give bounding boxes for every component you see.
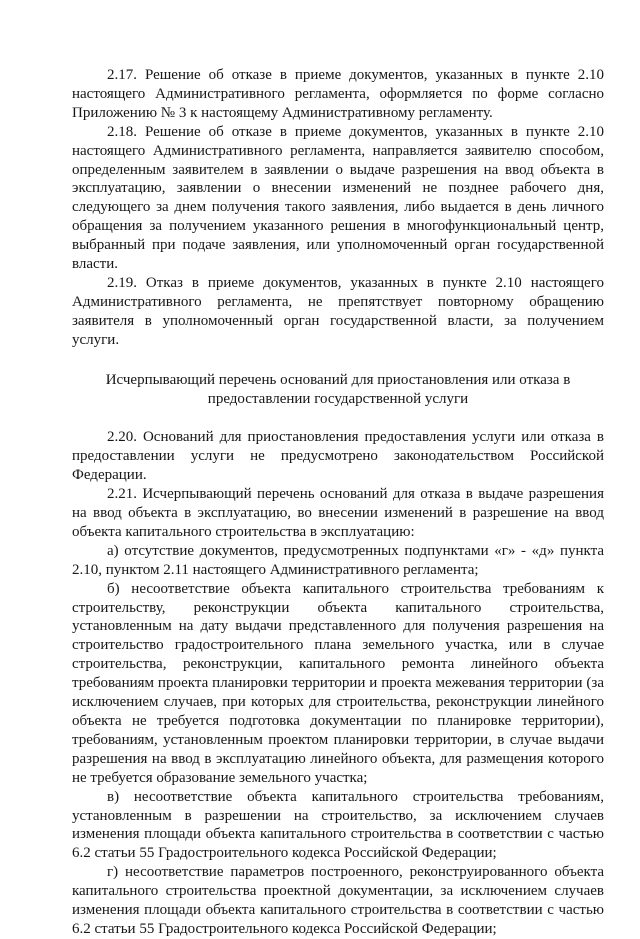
list-item-a: а) отсутствие документов, предусмотренных подпунктами «г» - «д» пункта 2.10, пунктом 2.11 настоящего Административного регламента;: [72, 542, 604, 578]
list-item-g: г) несоответствие параметров построенного, реконструированного объекта капитального строительства проектной документации, за исключением случаев изменения площади объекта капитального строительства в соответствии с частью 6.2 статьи 55 Градостроительного кодекса Российской Федерации;: [72, 864, 604, 937]
paragraph-2-20: 2.20. Оснований для приостановления предоставления услуги или отказа в предоставлении услуги не предусмотрено законодательством Российской Федерации.: [72, 429, 604, 484]
paragraph-2-19: 2.19. Отказ в приеме документов, указанных в пункте 2.10 настоящего Административного регламента, не препятствует повторному обращению заявителя в уполномоченный орган государственной власти, за получением услуги.: [72, 274, 604, 348]
list-item-v: в) несоответствие объекта капитального строительства требованиям, установленным в разрешении на строительство, за исключением случаев изменения площади объекта капитального строительства в соответствии с частью 6.2 статьи 55 Градостроительного кодекса Российской Федерации;: [72, 788, 604, 862]
document-page: [72, 66, 604, 939]
section-heading: [72, 371, 604, 409]
section-heading-line-1: Исчерпывающий перечень оснований для приостановления или отказа в: [105, 371, 571, 388]
paragraph-2-21: 2.21. Исчерпывающий перечень оснований для отказа в выдаче разрешения на ввод объекта в эксплуатацию, во внесении изменений в разрешение на ввод объекта капитального строительства в эксплуатацию:: [72, 486, 604, 540]
paragraph-2-17: 2.17. Решение об отказе в приеме документов, указанных в пункте 2.10 настоящего Административного регламента, оформляется по форме согласно Приложению № 3 к настоящему Административному регламенту.: [72, 67, 604, 121]
section-heading-line-2: предоставлении государственной услуги: [207, 390, 469, 407]
list-item-b: б) несоответствие объекта капитального строительства требованиям к строительству, реконструкции объекта капитального строительства, установленным на дату выдачи представленного для получения разрешения на строительство градостроительного плана земельного участка, или в случае строительства, реконструкции, капитального ремонта линейного объекта требованиям проекта планировки территории и проекта межевания территории (за исключением случаев, при которых для строительства, реконструкции линейного объекта не требуется подготовка документации по планировке территории), требованиям, установленным проектом планировки территории, в случае выдачи разрешения на ввод в эксплуатацию линейного объекта, для размещения которого не требуется образование земельного участка;: [72, 580, 604, 786]
paragraph-2-18: 2.18. Решение об отказе в приеме документов, указанных в пункте 2.10 настоящего Административного регламента, направляется заявителю способом, определенным заявителем в заявлении о выдаче разрешения на ввод объекта в эксплуатацию, заявлении о внесении изменений не позднее рабочего дня, следующего за днем получения такого заявления, либо выдается в день личного обращения за получением указанного решения в многофункциональный центр, выбранный при подаче заявления, или уполномоченный орган государственной власти.: [72, 123, 604, 273]
